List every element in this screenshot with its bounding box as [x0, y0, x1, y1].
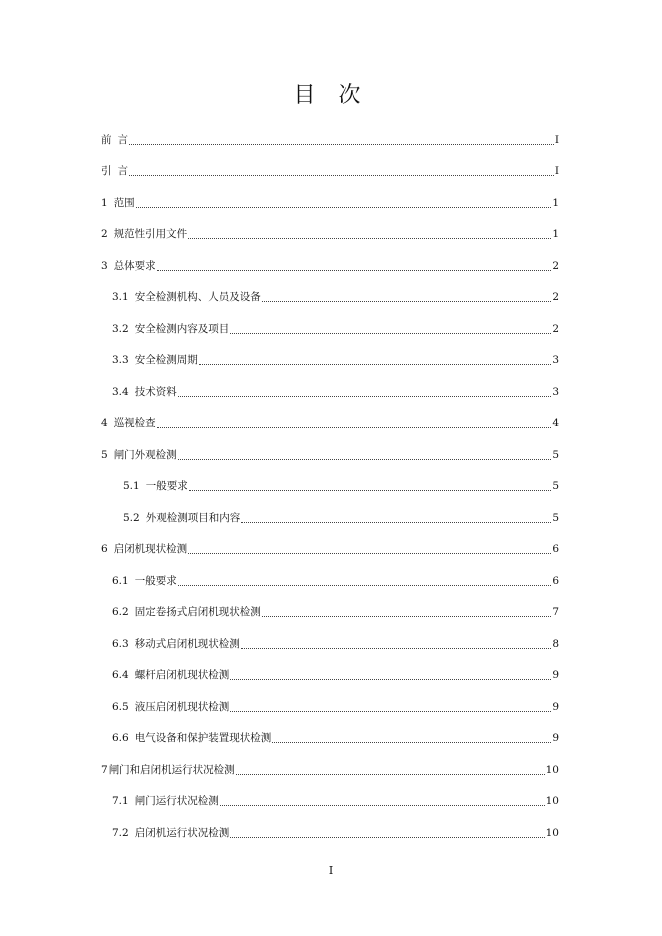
toc-entry-page: 9: [552, 669, 559, 681]
dot-leader: [230, 699, 551, 712]
toc-entry[interactable]: [112, 383, 559, 399]
toc-entry-label: 闸门运行状况检测: [134, 795, 219, 807]
dot-leader: [178, 384, 552, 397]
toc-entry-label: 言: [117, 165, 128, 177]
toc-entry-page: 10: [545, 764, 559, 776]
toc-entry-page: 8: [552, 638, 559, 650]
dot-leader: [157, 258, 552, 271]
toc-entry-page: 5: [552, 480, 559, 492]
dot-leader: [262, 604, 552, 617]
dot-leader: [230, 825, 544, 838]
page-number: I: [328, 864, 334, 877]
toc-entry-number: 6.5: [112, 701, 129, 713]
toc-entry-label: 安全检测周期: [134, 354, 198, 366]
toc-entry[interactable]: [112, 824, 559, 840]
toc-entry[interactable]: [112, 792, 559, 808]
toc-entry-label: 一般要求: [134, 575, 177, 587]
toc-entry-number: 6.1: [112, 575, 129, 587]
toc-entry-number: 6.4: [112, 669, 129, 681]
dot-leader: [178, 573, 552, 586]
toc-entry-page: 3: [552, 386, 559, 398]
toc-entry[interactable]: [101, 131, 559, 147]
dot-leader: [129, 132, 554, 145]
toc-entry-page: 7: [552, 606, 559, 618]
toc-entry[interactable]: [112, 320, 559, 336]
page-title: 目 次: [293, 83, 369, 108]
toc-entry-page: 3: [552, 354, 559, 366]
toc-entry-page: 2: [552, 323, 559, 335]
toc-entry-number: 6.6: [112, 732, 129, 744]
toc-entry[interactable]: [112, 572, 559, 588]
toc-entry-page: 6: [552, 543, 559, 555]
dot-leader: [189, 478, 552, 491]
dot-leader: [241, 510, 551, 523]
toc-entry-label: 闸门和启闭机运行状况检测: [108, 764, 235, 776]
toc-entry[interactable]: [101, 162, 559, 178]
dot-leader: [241, 636, 552, 649]
toc-entry-number: 7: [101, 764, 108, 776]
toc-entry-number: 5.1: [123, 480, 140, 492]
toc-entry[interactable]: [101, 257, 559, 273]
toc-entry-page: 1: [552, 197, 559, 209]
toc-entry-number: 3.1: [112, 291, 129, 303]
toc-entry-number: 3.4: [112, 386, 129, 398]
toc-entry-label: 外观检测项目和内容: [145, 512, 241, 524]
toc-entry-page: 9: [552, 732, 559, 744]
toc-entry-label: 安全检测机构、人员及设备: [134, 291, 261, 303]
toc-entry[interactable]: [112, 729, 559, 745]
toc-entry-number: 3: [101, 260, 108, 272]
toc-entry-number: 7.2: [112, 827, 129, 839]
toc-entry-page: 10: [545, 827, 559, 839]
toc-entry-label: 范围: [113, 197, 135, 209]
dot-leader: [199, 352, 552, 365]
toc-entry-page: 1: [552, 228, 559, 240]
toc-entry-number: 6: [101, 543, 108, 555]
toc-entry-label: 启闭机现状检测: [113, 543, 188, 555]
toc-entry-number: 7.1: [112, 795, 129, 807]
toc-entry-page: 2: [552, 260, 559, 272]
toc-entry-number: 6.3: [112, 638, 129, 650]
toc-entry-label: 闸门外观检测: [113, 449, 177, 461]
toc-entry-page: 6: [552, 575, 559, 587]
toc-entry-number: 3.2: [112, 323, 129, 335]
toc-entry-label: 巡视检查: [113, 417, 156, 429]
toc-entry[interactable]: [101, 194, 559, 210]
toc-entry-label: 固定卷扬式启闭机现状检测: [134, 606, 261, 618]
dot-leader: [272, 730, 551, 743]
toc-entry[interactable]: [101, 414, 559, 430]
dot-leader: [178, 447, 552, 460]
toc-entry-label: 言: [117, 134, 128, 146]
toc-entry-label: 螺杆启闭机现状检测: [134, 669, 230, 681]
toc-entry-page: I: [554, 165, 559, 177]
toc-entry[interactable]: [112, 351, 559, 367]
toc-entry[interactable]: [112, 698, 559, 714]
toc-entry-page: I: [554, 134, 559, 146]
toc-entry-label: 液压启闭机现状检测: [134, 701, 230, 713]
dot-leader: [157, 415, 552, 428]
toc-entry[interactable]: [101, 225, 559, 241]
toc-entry[interactable]: [101, 761, 559, 777]
toc-entry[interactable]: [101, 540, 559, 556]
dot-leader: [262, 289, 552, 302]
dot-leader: [188, 226, 551, 239]
toc-entry[interactable]: [123, 477, 559, 493]
toc-entry-number: 1: [101, 197, 108, 209]
toc-entry-label: 总体要求: [113, 260, 156, 272]
dot-leader: [136, 195, 552, 208]
toc-entry-label: 技术资料: [134, 386, 177, 398]
toc-entry-number: 前: [101, 134, 112, 146]
toc-entry-label: 规范性引用文件: [113, 228, 188, 240]
toc-entry-page: 2: [552, 291, 559, 303]
toc-entry[interactable]: [112, 288, 559, 304]
toc-entry-number: 2: [101, 228, 108, 240]
toc-entry-number: 5.2: [123, 512, 140, 524]
toc-entry-number: 引: [101, 165, 112, 177]
dot-leader: [230, 667, 551, 680]
toc-entry-label: 启闭机运行状况检测: [134, 827, 230, 839]
toc-entry-label: 移动式启闭机现状检测: [134, 638, 240, 650]
toc-entry[interactable]: [112, 603, 559, 619]
dot-leader: [230, 321, 551, 334]
dot-leader: [220, 793, 545, 806]
toc-entry-page: 4: [552, 417, 559, 429]
toc-entry-label: 电气设备和保护装置现状检测: [134, 732, 272, 744]
toc-entry-page: 10: [545, 795, 559, 807]
toc-entry-number: 6.2: [112, 606, 129, 618]
toc-entry[interactable]: [101, 446, 559, 462]
toc-entry-label: 一般要求: [145, 480, 188, 492]
toc-entry[interactable]: [112, 635, 559, 651]
toc-entry[interactable]: [123, 509, 559, 525]
dot-leader: [188, 541, 551, 554]
toc-entry-number: 3.3: [112, 354, 129, 366]
toc-entry[interactable]: [112, 666, 559, 682]
dot-leader: [236, 762, 545, 775]
toc-entry-page: 5: [552, 449, 559, 461]
toc-entry-number: 4: [101, 417, 108, 429]
toc-entry-page: 5: [552, 512, 559, 524]
toc-entry-number: 5: [101, 449, 108, 461]
dot-leader: [129, 163, 554, 176]
toc-entry-page: 9: [552, 701, 559, 713]
toc-entry-label: 安全检测内容及项目: [134, 323, 230, 335]
